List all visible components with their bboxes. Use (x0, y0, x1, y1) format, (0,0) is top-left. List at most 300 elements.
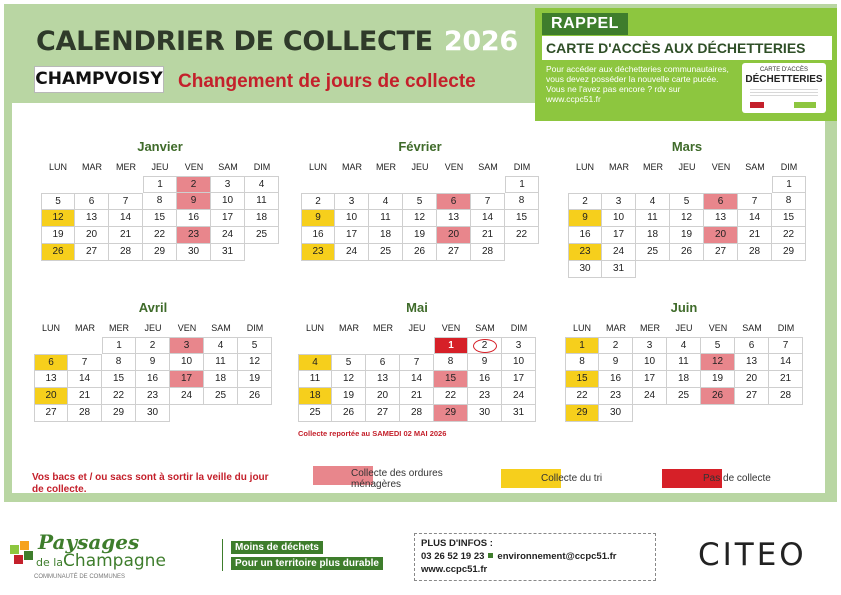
day-number: 28 (748, 246, 761, 257)
day-cell (238, 337, 272, 354)
day-number: 3 (515, 340, 522, 351)
day-cell (403, 244, 437, 261)
day-number: 19 (680, 229, 693, 240)
day-cell (434, 388, 468, 405)
day-cell (68, 354, 102, 371)
day-number: 8 (115, 356, 122, 367)
day-cell (332, 371, 366, 388)
infos-box (414, 533, 656, 581)
day-number: 22 (782, 229, 795, 240)
day-cell (170, 371, 204, 388)
empty-cell (772, 261, 806, 278)
day-cell (502, 388, 536, 405)
day-cell (434, 337, 468, 354)
day-cell (400, 388, 434, 405)
empty-cell (366, 337, 400, 354)
bacs-note: Vos bacs et / ou sacs sont à sortir la veille du jour de collecte. (32, 472, 269, 495)
day-cell (238, 388, 272, 405)
weekday-header: DIM (253, 162, 271, 172)
day-number: 11 (380, 212, 391, 223)
day-number: 20 (85, 229, 98, 240)
day-cell (366, 354, 400, 371)
day-cell (568, 210, 602, 227)
day-cell (369, 193, 403, 210)
day-cell (211, 210, 245, 227)
day-cell (335, 244, 369, 261)
empty-cell (437, 176, 471, 193)
day-number: 6 (48, 357, 54, 368)
day-cell (434, 371, 468, 388)
day-cell (177, 176, 211, 193)
day-number: 13 (745, 356, 758, 367)
day-cell (602, 210, 636, 227)
day-number: 1 (157, 179, 163, 190)
weekday-header: SAM (742, 323, 762, 333)
empty-cell (245, 244, 279, 261)
day-cell (102, 337, 136, 354)
day-number: 13 (376, 373, 389, 384)
day-cell (136, 371, 170, 388)
day-number: 10 (180, 356, 193, 367)
month-name: Avril (138, 300, 168, 315)
day-number: 9 (612, 356, 619, 367)
access-card-logo (750, 102, 764, 108)
weekday-header: MAR (82, 162, 102, 172)
day-cell (636, 244, 670, 261)
day-cell (369, 227, 403, 244)
day-cell (670, 227, 704, 244)
day-number: 20 (714, 229, 727, 240)
weekday-header: MAR (342, 162, 362, 172)
day-cell (568, 261, 602, 278)
day-number: 10 (643, 356, 656, 367)
day-number: 23 (146, 390, 159, 401)
day-cell (143, 244, 177, 261)
day-number: 28 (78, 407, 91, 418)
day-number: 21 (410, 390, 423, 401)
empty-cell (735, 405, 769, 422)
day-number: 20 (376, 390, 389, 401)
day-cell (143, 176, 177, 193)
day-cell (400, 405, 434, 422)
day-number: 6 (748, 340, 755, 351)
day-number: 28 (410, 407, 423, 418)
day-number: 10 (612, 212, 625, 223)
day-number: 7 (484, 196, 491, 207)
day-cell (437, 227, 471, 244)
weekday-header: SAM (745, 162, 765, 172)
day-cell (704, 227, 738, 244)
commune-name: CHAMPVOISY (34, 66, 164, 93)
legend-label-om: Collecte des ordures ménagères (351, 468, 443, 490)
access-card-small: CARTE D'ACCÈS (759, 67, 809, 73)
logo-de-la: de la (36, 556, 64, 569)
day-number: 15 (515, 212, 528, 223)
weekday-header: MER (640, 323, 660, 333)
day-cell (701, 371, 735, 388)
day-cell (136, 388, 170, 405)
weekday-header: LUN (41, 323, 60, 333)
day-cell (109, 193, 143, 210)
empty-cell (670, 176, 704, 193)
logo-tagline: COMMUNAUTÉ DE COMMUNES (34, 574, 125, 580)
day-cell (502, 405, 536, 422)
day-number: 5 (714, 340, 721, 351)
infos-phone: 03 26 52 19 23 (421, 551, 485, 562)
day-number: 24 (643, 390, 656, 401)
day-number: 16 (187, 212, 200, 223)
day-cell (109, 244, 143, 261)
month-name: Mai (406, 300, 428, 315)
day-cell (704, 193, 738, 210)
day-cell (769, 388, 803, 405)
day-number: 13 (447, 212, 460, 223)
day-cell (136, 405, 170, 422)
infos-web[interactable]: www.ccpc51.fr (421, 564, 488, 575)
day-number: 2 (315, 196, 321, 207)
day-cell (468, 337, 502, 354)
day-cell (599, 405, 633, 422)
day-cell (769, 337, 803, 354)
day-number: 23 (312, 246, 324, 257)
day-cell (177, 210, 211, 227)
footer-divider (222, 539, 223, 571)
day-cell (68, 371, 102, 388)
day-number: 1 (116, 340, 122, 351)
day-cell (599, 371, 633, 388)
day-number: 6 (450, 196, 457, 207)
day-cell (400, 354, 434, 371)
day-cell (735, 371, 769, 388)
day-number: 1 (786, 179, 792, 190)
day-number: 2 (149, 340, 156, 351)
day-cell (102, 388, 136, 405)
day-number: 5 (55, 196, 61, 207)
day-cell (670, 193, 704, 210)
day-number: 15 (782, 212, 795, 223)
day-number: 6 (88, 196, 95, 207)
day-cell (75, 227, 109, 244)
day-cell (772, 193, 806, 210)
day-number: 11 (256, 195, 267, 206)
weekday-header: LUN (48, 162, 67, 172)
day-cell (471, 244, 505, 261)
day-number: 18 (309, 390, 321, 401)
day-number: 25 (677, 390, 690, 401)
day-cell (75, 193, 109, 210)
empty-cell (633, 405, 667, 422)
empty-cell (738, 261, 772, 278)
day-cell (403, 193, 437, 210)
day-number: 30 (146, 407, 159, 418)
day-number: 14 (410, 373, 423, 384)
day-number: 7 (751, 196, 758, 207)
day-number: 21 (481, 229, 494, 240)
weekday-header: VEN (441, 323, 461, 333)
empty-cell (238, 405, 272, 422)
day-number: 12 (711, 356, 724, 367)
day-cell (34, 354, 68, 371)
day-number: 7 (122, 196, 129, 207)
legend-label-none: Pas de collecte (703, 473, 771, 484)
day-number: 24 (512, 390, 525, 401)
month-grid (298, 320, 536, 422)
day-number: 9 (190, 195, 197, 206)
infos-email[interactable]: environnement@ccpc51.fr (497, 551, 617, 562)
day-number: 22 (576, 390, 588, 401)
day-cell (369, 244, 403, 261)
access-card-lines (750, 89, 818, 98)
day-cell (434, 405, 468, 422)
day-number: 18 (255, 212, 268, 223)
day-cell (667, 388, 701, 405)
day-cell (772, 176, 806, 193)
day-number: 5 (251, 340, 258, 351)
weekday-header: VEN (184, 162, 204, 172)
day-cell (238, 371, 272, 388)
day-number: 12 (52, 212, 64, 223)
month-name: Mars (671, 139, 703, 154)
day-cell (599, 337, 633, 354)
day-cell (332, 354, 366, 371)
day-number: 2 (190, 179, 197, 190)
day-number: 16 (146, 373, 159, 384)
weekday-header: VEN (177, 323, 197, 333)
day-cell (109, 227, 143, 244)
weekday-header: SAM (475, 323, 495, 333)
day-cell (772, 210, 806, 227)
day-number: 27 (447, 246, 460, 257)
empty-cell (738, 176, 772, 193)
day-cell (667, 371, 701, 388)
day-number: 28 (119, 246, 132, 257)
month-0 (41, 139, 279, 261)
day-cell (602, 244, 636, 261)
empty-cell (332, 337, 366, 354)
day-number: 7 (413, 357, 420, 368)
day-number: 29 (782, 246, 795, 257)
month-grid (34, 320, 272, 422)
day-cell (41, 227, 75, 244)
day-cell (636, 227, 670, 244)
day-number: 4 (649, 196, 656, 207)
day-number: 14 (78, 373, 91, 384)
weekday-header: DIM (246, 323, 264, 333)
day-cell (670, 210, 704, 227)
day-cell (332, 388, 366, 405)
day-cell (238, 354, 272, 371)
weekday-header: JEU (408, 323, 426, 333)
day-number: 24 (221, 229, 234, 240)
day-cell (735, 388, 769, 405)
day-cell (143, 227, 177, 244)
day-cell (468, 354, 502, 371)
weekday-header: LUN (575, 162, 594, 172)
weekday-header: SAM (478, 162, 498, 172)
day-number: 7 (782, 340, 789, 351)
logo-square-icon (10, 545, 19, 554)
access-card-logo-2 (794, 102, 816, 108)
month-grid (565, 320, 803, 422)
weekday-header: JEU (151, 162, 169, 172)
day-cell (471, 210, 505, 227)
day-cell (738, 193, 772, 210)
day-cell (75, 244, 109, 261)
day-cell (471, 193, 505, 210)
day-cell (636, 193, 670, 210)
day-number: 14 (748, 212, 761, 223)
day-number: 12 (342, 373, 355, 384)
day-number: 17 (643, 373, 656, 384)
day-number: 29 (153, 246, 166, 257)
weekday-header: SAM (211, 323, 231, 333)
weekday-header: MAR (606, 323, 626, 333)
day-number: 22 (515, 229, 528, 240)
logo-champagne (36, 551, 166, 571)
day-cell (109, 210, 143, 227)
day-number: 11 (678, 356, 689, 367)
day-cell (204, 354, 238, 371)
day-number: 11 (647, 212, 658, 223)
day-cell (245, 227, 279, 244)
empty-cell (701, 405, 735, 422)
empty-cell (170, 405, 204, 422)
empty-cell (109, 176, 143, 193)
day-number: 14 (119, 212, 132, 223)
day-number: 20 (745, 373, 758, 384)
day-number: 3 (224, 179, 231, 190)
day-cell (245, 176, 279, 193)
day-number: 9 (149, 356, 156, 367)
day-cell (102, 371, 136, 388)
day-number: 18 (646, 229, 659, 240)
page-subtitle: Changement de jours de collecte (178, 71, 476, 92)
day-cell (738, 244, 772, 261)
month-grid (301, 159, 539, 261)
day-cell (335, 193, 369, 210)
day-number: 26 (52, 246, 64, 257)
day-cell (34, 405, 68, 422)
day-number: 17 (221, 212, 234, 223)
day-number: 27 (45, 407, 57, 418)
day-number: 30 (187, 246, 200, 257)
day-cell (335, 210, 369, 227)
day-number: 5 (416, 196, 423, 207)
day-cell (366, 388, 400, 405)
day-cell (68, 388, 102, 405)
weekday-header: MER (643, 162, 663, 172)
day-number: 12 (680, 212, 693, 223)
day-number: 2 (612, 340, 619, 351)
day-number: 19 (711, 373, 724, 384)
day-number: 15 (112, 373, 125, 384)
empty-cell (471, 176, 505, 193)
day-number: 3 (183, 340, 190, 351)
day-number: 6 (717, 196, 724, 207)
day-number: 18 (677, 373, 690, 384)
day-number: 15 (576, 373, 588, 384)
day-cell (403, 210, 437, 227)
day-number: 14 (779, 356, 792, 367)
day-number: 21 (748, 229, 761, 240)
day-number: 25 (214, 390, 227, 401)
day-number: 28 (779, 390, 792, 401)
day-number: 27 (745, 390, 758, 401)
day-number: 28 (481, 246, 494, 257)
day-number: 19 (52, 229, 64, 240)
weekday-header: JEU (144, 323, 162, 333)
day-number: 29 (444, 407, 457, 418)
day-cell (471, 227, 505, 244)
day-number: 8 (579, 356, 585, 367)
day-number: 24 (345, 246, 358, 257)
month-grid (41, 159, 279, 261)
day-cell (298, 371, 332, 388)
day-number: 22 (153, 229, 166, 240)
day-cell (505, 193, 539, 210)
empty-cell (369, 176, 403, 193)
day-number: 26 (711, 390, 724, 401)
day-cell (75, 210, 109, 227)
day-cell (403, 227, 437, 244)
day-cell (143, 193, 177, 210)
day-number: 31 (612, 263, 625, 274)
weekday-header: MAR (609, 162, 629, 172)
day-number: 25 (255, 229, 268, 240)
day-cell (769, 371, 803, 388)
day-cell (599, 354, 633, 371)
weekday-header: DIM (780, 162, 798, 172)
empty-cell (41, 176, 75, 193)
day-cell (298, 388, 332, 405)
day-cell (136, 354, 170, 371)
day-cell (769, 354, 803, 371)
day-number: 17 (345, 229, 358, 240)
day-number: 26 (248, 390, 261, 401)
day-number: 27 (714, 246, 727, 257)
day-number: 12 (413, 212, 426, 223)
access-card-image (742, 63, 826, 113)
day-number: 3 (646, 340, 653, 351)
day-cell (301, 244, 335, 261)
day-number: 17 (180, 373, 193, 384)
day-cell (701, 354, 735, 371)
day-number: 8 (518, 195, 525, 206)
day-cell (704, 244, 738, 261)
day-cell (437, 210, 471, 227)
day-number: 30 (609, 407, 622, 418)
day-cell (565, 388, 599, 405)
day-number: 22 (112, 390, 125, 401)
day-number: 1 (448, 340, 454, 351)
day-number: 5 (345, 357, 352, 368)
empty-cell (704, 261, 738, 278)
day-number: 4 (258, 179, 265, 190)
empty-cell (769, 405, 803, 422)
empty-cell (298, 337, 332, 354)
day-number: 26 (413, 246, 426, 257)
empty-cell (403, 176, 437, 193)
day-cell (565, 405, 599, 422)
day-number: 9 (481, 356, 488, 367)
month-1 (301, 139, 539, 261)
day-number: 30 (579, 263, 591, 274)
page-title (36, 26, 518, 57)
day-number: 10 (512, 356, 525, 367)
day-cell (332, 405, 366, 422)
day-number: 9 (582, 212, 588, 223)
day-number: 19 (413, 229, 426, 240)
